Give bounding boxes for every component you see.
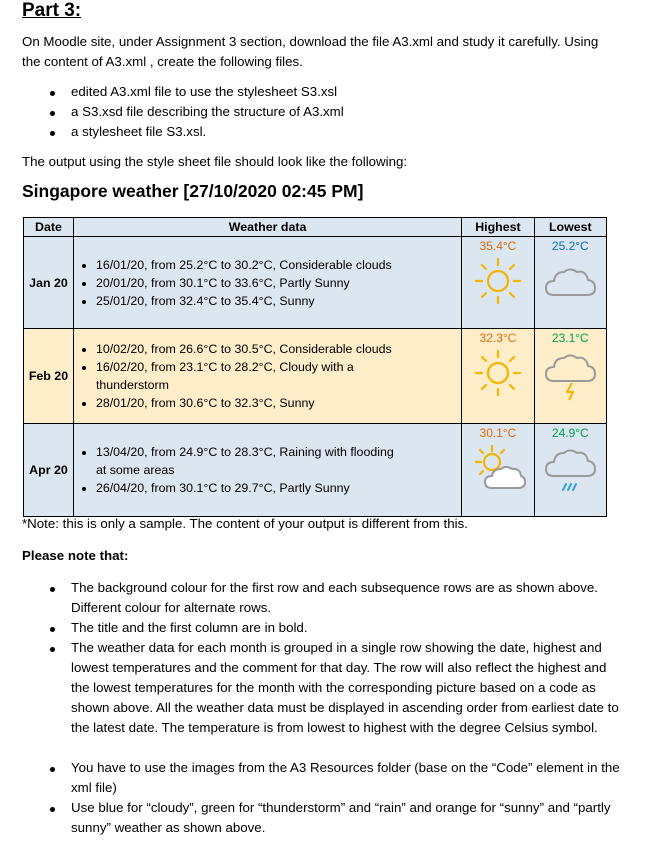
highest-temp: 35.4°C xyxy=(479,239,517,253)
weather-entry: • 13/04/20, from 24.9°C to 28.3°C, Raining with flooding at some areas xyxy=(96,443,461,479)
highest-cell xyxy=(462,329,534,424)
requirement-item: Use blue for “cloudy”, green for “thunderstorm” and “rain” and orange for “sunny” and “partly sunny” weather as shown above. xyxy=(71,800,611,835)
sunny-icon xyxy=(472,347,524,399)
table-row xyxy=(24,424,607,517)
weather-entry: • 25/01/20, from 32.4°C to 35.4°C, Sunny xyxy=(96,292,461,310)
requirement-item: The background colour for the first row and each subsequence rows are as shown above. Different colour for alternate rows. xyxy=(71,580,599,615)
thunderstorm-icon xyxy=(542,347,598,403)
part-title: Part 3: xyxy=(22,0,82,21)
bullet-dot xyxy=(50,131,55,136)
lowest-cell xyxy=(534,424,606,517)
table-header-row xyxy=(24,218,607,237)
weather-entry: • 28/01/20, from 30.6°C to 32.3°C, Sunny xyxy=(96,394,461,412)
bullet-dot xyxy=(50,627,55,632)
bullet-dot xyxy=(50,587,55,592)
rain-icon xyxy=(542,442,598,498)
row-date: Apr 20 xyxy=(24,424,74,517)
intro-line-2: the content of A3.xml , create the following files. xyxy=(22,54,303,69)
lowest-cell xyxy=(534,237,606,329)
row-date: Jan 20 xyxy=(24,237,74,329)
bullet-dot xyxy=(50,807,55,812)
cloudy-icon xyxy=(542,255,598,307)
header-lowest: Lowest xyxy=(534,218,606,237)
weather-entry: • 20/01/20, from 30.1°C to 33.6°C, Partly Sunny xyxy=(96,274,461,292)
header-weather: Weather data xyxy=(73,218,461,237)
table-title: Singapore weather [27/10/2020 02:45 PM] xyxy=(22,181,364,201)
weather-table xyxy=(23,217,607,517)
row-weather-data xyxy=(73,424,461,517)
highest-temp: 32.3°C xyxy=(479,331,517,345)
please-note-heading: Please note that: xyxy=(22,548,129,563)
requirement-item: The title and the first column are in bold. xyxy=(71,620,308,635)
lowest-temp: 23.1°C xyxy=(551,331,589,345)
partly-sunny-icon xyxy=(470,442,526,498)
lowest-cell xyxy=(534,329,606,424)
file-item: a stylesheet file S3.xsl. xyxy=(71,124,207,139)
file-item: a S3.xsd file describing the structure of A3.xml xyxy=(71,104,344,119)
lowest-temp: 25.2°C xyxy=(551,239,589,253)
highest-cell xyxy=(462,424,534,517)
row-weather-data xyxy=(73,329,461,424)
output-intro: The output using the style sheet file should look like the following: xyxy=(22,154,408,169)
weather-entry: • 16/01/20, from 25.2°C to 30.2°C, Considerable clouds xyxy=(96,256,461,274)
row-date: Feb 20 xyxy=(24,329,74,424)
bullet-dot xyxy=(50,647,55,652)
bullet-dot xyxy=(50,91,55,96)
file-item: edited A3.xml file to use the stylesheet S3.xsl xyxy=(71,84,338,99)
highest-cell xyxy=(462,237,534,329)
lowest-temp: 24.9°C xyxy=(551,426,589,440)
weather-entry: • 26/04/20, from 30.1°C to 29.7°C, Partly Sunny xyxy=(96,479,461,497)
bullet-dot xyxy=(50,767,55,772)
header-highest: Highest xyxy=(462,218,534,237)
requirement-item: The weather data for each month is grouped in a single row showing the date, highest and lowest temperatures and the comment for that day. The row will also reflect the highest and the lowest temperatures for the month with the corresponding picture based on a code as shown above. All the weather data must be displayed in ascending order from earliest date to the latest date. The temperature is from lowest to highest with the degree Celsius symbol. xyxy=(71,640,619,735)
weather-entry: • 16/02/20, from 23.1°C to 28.2°C, Cloudy with a thunderstorm xyxy=(96,358,461,394)
requirement-item: You have to use the images from the A3 Resources folder (base on the “Code” element in the xml file) xyxy=(71,760,620,795)
intro-line-1: On Moodle site, under Assignment 3 section, download the file A3.xml and study it carefully. Using xyxy=(22,34,599,49)
weather-entry: • 10/02/20, from 26.6°C to 30.5°C, Considerable clouds xyxy=(96,340,461,358)
sample-note: *Note: this is only a sample. The content of your output is different from this. xyxy=(22,516,468,531)
bullet-dot xyxy=(50,111,55,116)
highest-temp: 30.1°C xyxy=(479,426,517,440)
header-date: Date xyxy=(24,218,74,237)
table-row xyxy=(24,329,607,424)
table-row xyxy=(24,237,607,329)
row-weather-data xyxy=(73,237,461,329)
sunny-icon xyxy=(472,255,524,307)
